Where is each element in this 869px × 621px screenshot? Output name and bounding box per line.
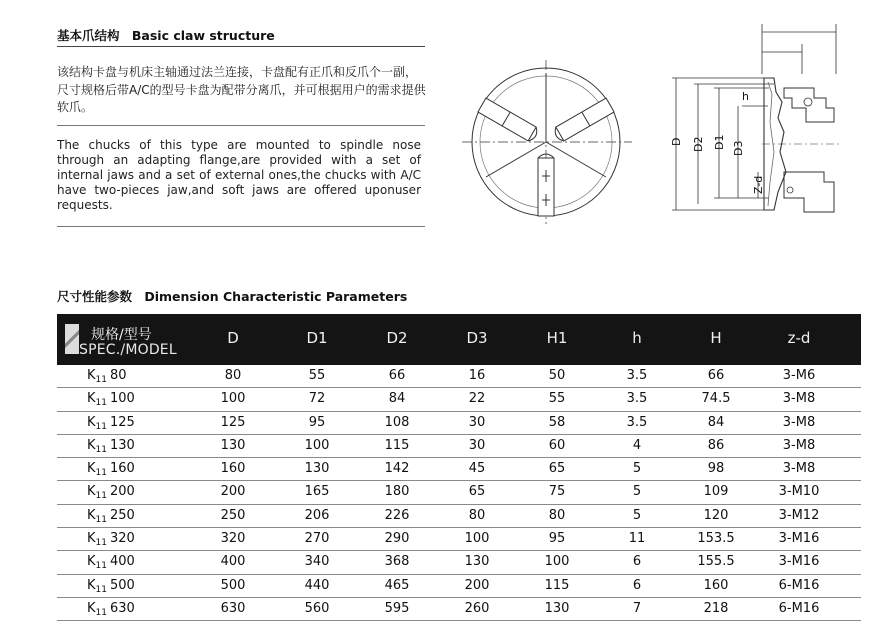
table-cell: 4 <box>632 437 642 453</box>
model-prefix: K <box>87 414 96 430</box>
table-cell: 100 <box>220 391 246 407</box>
table-cell: 5 <box>632 484 642 500</box>
table-cell: 66 <box>707 368 725 383</box>
chuck-front-view-drawing <box>462 58 634 226</box>
model-subscript: 11 <box>95 607 107 618</box>
table-cell: 630 <box>220 600 246 616</box>
table-cell: 130 <box>220 437 246 453</box>
table-cell: 3-M16 <box>778 554 820 570</box>
table-row <box>57 598 861 621</box>
table-cell: 16 <box>468 368 486 383</box>
basic-structure-title-cn: 基本爪结构 <box>57 28 120 43</box>
table-row <box>57 435 861 458</box>
table-cell: 160 <box>703 577 729 593</box>
model-size: 250 <box>109 507 135 523</box>
table-cell: 465 <box>384 577 410 593</box>
table-cell: 60 <box>548 437 566 453</box>
table-row <box>57 412 861 435</box>
table-row <box>57 458 861 481</box>
table-cell: 6 <box>632 554 642 570</box>
model-prefix: K <box>87 507 96 523</box>
header-col: D2 <box>386 329 408 347</box>
table-cell: 80 <box>224 368 242 383</box>
table-cell: 340 <box>304 554 330 570</box>
table-cell: 30 <box>468 437 486 453</box>
desc-divider <box>57 125 425 126</box>
dimension-title-cn: 尺寸性能参数 <box>57 289 133 304</box>
table-cell: 250 <box>220 507 246 523</box>
table-cell: 74.5 <box>701 391 731 407</box>
table-body <box>57 365 861 621</box>
model-cell <box>87 578 135 595</box>
model-subscript: 11 <box>95 514 107 525</box>
label-D2: D2 <box>692 136 705 152</box>
table-cell: 5 <box>632 507 642 523</box>
model-subscript: 11 <box>95 444 107 455</box>
table-cell: 200 <box>220 484 246 500</box>
table-row <box>57 481 861 504</box>
model-prefix: K <box>87 461 96 477</box>
model-cell <box>87 484 135 501</box>
table-cell: 84 <box>707 414 725 430</box>
table-cell: 65 <box>468 484 486 500</box>
model-size: 100 <box>109 391 135 407</box>
table-cell: 6-M16 <box>778 600 820 616</box>
spec-model-header <box>65 322 215 360</box>
table-cell: 130 <box>544 600 570 616</box>
dimension-title <box>57 287 407 305</box>
model-cell <box>87 391 135 408</box>
table-cell: 180 <box>384 484 410 500</box>
table-cell: 368 <box>384 554 410 570</box>
table-cell: 142 <box>384 461 410 477</box>
model-prefix: K <box>87 437 96 453</box>
table-cell: 6 <box>632 577 642 593</box>
table-cell: 100 <box>544 554 570 570</box>
model-size: 500 <box>109 577 135 593</box>
table-cell: 500 <box>220 577 246 593</box>
model-size: 630 <box>109 600 135 616</box>
model-prefix: K <box>87 577 96 593</box>
table-cell: 7 <box>632 600 642 616</box>
model-cell <box>87 438 135 455</box>
table-cell: 270 <box>304 531 330 547</box>
table-cell: 115 <box>544 577 570 593</box>
table-cell: 86 <box>707 437 725 453</box>
basic-structure-title <box>57 26 275 44</box>
table-cell: 3-M12 <box>778 507 820 523</box>
table-cell: 218 <box>703 600 729 616</box>
brand-mark-icon <box>65 324 79 354</box>
table-cell: 153.5 <box>697 531 735 547</box>
model-cell <box>87 368 127 385</box>
table-cell: 125 <box>220 414 246 430</box>
dimension-table <box>57 314 861 621</box>
table-row <box>57 528 861 551</box>
model-cell <box>87 531 135 548</box>
table-cell: 595 <box>384 600 410 616</box>
header-col: H <box>710 329 722 347</box>
header-col: h <box>632 329 642 347</box>
title-divider <box>57 46 425 47</box>
table-cell: 22 <box>468 391 486 407</box>
model-subscript: 11 <box>95 375 107 385</box>
table-cell: 3.5 <box>626 368 648 383</box>
table-cell: 200 <box>464 577 490 593</box>
table-cell: 260 <box>464 600 490 616</box>
table-cell: 3-M8 <box>782 414 816 430</box>
model-size: 125 <box>109 414 135 430</box>
table-cell: 320 <box>220 531 246 547</box>
table-cell: 440 <box>304 577 330 593</box>
header-col: D3 <box>466 329 488 347</box>
model-prefix: K <box>87 531 96 547</box>
table-cell: 30 <box>468 414 486 430</box>
model-subscript: 11 <box>95 584 107 595</box>
table-cell: 108 <box>384 414 410 430</box>
table-cell: 155.5 <box>697 554 735 570</box>
model-size: 400 <box>109 554 135 570</box>
table-cell: 3.5 <box>626 391 648 407</box>
table-cell: 58 <box>548 414 566 430</box>
model-size: 200 <box>109 484 135 500</box>
spec-header-cn: 规格/型号 <box>91 327 152 343</box>
label-h: h <box>742 90 749 103</box>
desc-divider-bottom <box>57 226 425 227</box>
model-cell <box>87 415 135 432</box>
model-prefix: K <box>87 391 96 407</box>
table-cell: 3-M16 <box>778 531 820 547</box>
description-chinese: 该结构卡盘与机床主轴通过法兰连接，卡盘配有正爪和反爪个一副，尺寸规格后带A/C的型号卡盘为配带分离爪，并可根据用户的需求提供软爪。 <box>57 65 426 114</box>
label-D: D <box>670 137 683 146</box>
table-row <box>57 551 861 574</box>
table-row <box>57 505 861 528</box>
model-prefix: K <box>87 600 96 616</box>
table-cell: 80 <box>468 507 486 523</box>
model-cell <box>87 461 135 478</box>
chuck-side-view-drawing <box>664 22 844 228</box>
model-size: 160 <box>109 461 135 477</box>
table-cell: 109 <box>703 484 729 500</box>
table-cell: 11 <box>628 531 646 547</box>
table-cell: 75 <box>548 484 566 500</box>
table-cell: 3-M6 <box>782 368 816 383</box>
model-size: 130 <box>109 437 135 453</box>
model-prefix: K <box>87 368 96 383</box>
model-size: 80 <box>109 368 127 383</box>
table-cell: 95 <box>308 414 326 430</box>
table-cell: 50 <box>548 368 566 383</box>
table-cell: 100 <box>464 531 490 547</box>
table-cell: 6-M16 <box>778 577 820 593</box>
table-cell: 3-M10 <box>778 484 820 500</box>
table-cell: 560 <box>304 600 330 616</box>
table-header <box>57 314 861 365</box>
table-cell: 55 <box>308 368 326 383</box>
table-cell: 400 <box>220 554 246 570</box>
description-english: The chucks of this type are mounted to spindle nose through an adapting flange,are provided with a set of internal jaws and a set of external ones,the chucks with A/C have two-pieces jaw,and soft jaws are offered uponuser requests. <box>57 138 421 212</box>
table-cell: 98 <box>707 461 725 477</box>
table-cell: 3-M8 <box>782 461 816 477</box>
model-prefix: K <box>87 554 96 570</box>
table-cell: 290 <box>384 531 410 547</box>
table-cell: 120 <box>703 507 729 523</box>
table-cell: 206 <box>304 507 330 523</box>
model-subscript: 11 <box>95 561 107 572</box>
model-cell <box>87 601 135 618</box>
table-row <box>57 388 861 411</box>
model-size: 320 <box>109 531 135 547</box>
table-cell: 66 <box>388 368 406 383</box>
basic-structure-title-en: Basic claw structure <box>131 28 275 43</box>
table-row <box>57 575 861 598</box>
table-cell: 115 <box>384 437 410 453</box>
table-cell: 95 <box>548 531 566 547</box>
model-subscript: 11 <box>95 468 107 479</box>
label-D3: D3 <box>732 140 745 156</box>
model-prefix: K <box>87 484 96 500</box>
model-cell <box>87 508 135 525</box>
header-col: D <box>227 329 239 347</box>
model-subscript: 11 <box>95 491 107 502</box>
table-cell: 3-M8 <box>782 391 816 407</box>
table-cell: 130 <box>304 461 330 477</box>
label-Z-d: Z-d <box>752 175 765 194</box>
table-cell: 3.5 <box>626 414 648 430</box>
dimension-title-en: Dimension Characteristic Parameters <box>144 289 408 304</box>
table-cell: 226 <box>384 507 410 523</box>
model-cell <box>87 554 135 571</box>
table-cell: 80 <box>548 507 566 523</box>
table-cell: 72 <box>308 391 326 407</box>
table-cell: 65 <box>548 461 566 477</box>
model-subscript: 11 <box>95 538 107 549</box>
spec-header-en: SPEC./MODEL <box>79 342 177 358</box>
model-subscript: 11 <box>95 398 107 409</box>
table-cell: 3-M8 <box>782 437 816 453</box>
table-cell: 130 <box>464 554 490 570</box>
header-col: z-d <box>787 329 811 347</box>
header-col: D1 <box>306 329 328 347</box>
table-cell: 160 <box>220 461 246 477</box>
header-col: H1 <box>546 329 568 347</box>
table-cell: 5 <box>632 461 642 477</box>
table-cell: 100 <box>304 437 330 453</box>
label-D1: D1 <box>713 134 726 150</box>
table-cell: 84 <box>388 391 406 407</box>
table-cell: 45 <box>468 461 486 477</box>
table-cell: 55 <box>548 391 566 407</box>
table-cell: 165 <box>304 484 330 500</box>
model-subscript: 11 <box>95 421 107 432</box>
table-row <box>57 365 861 388</box>
